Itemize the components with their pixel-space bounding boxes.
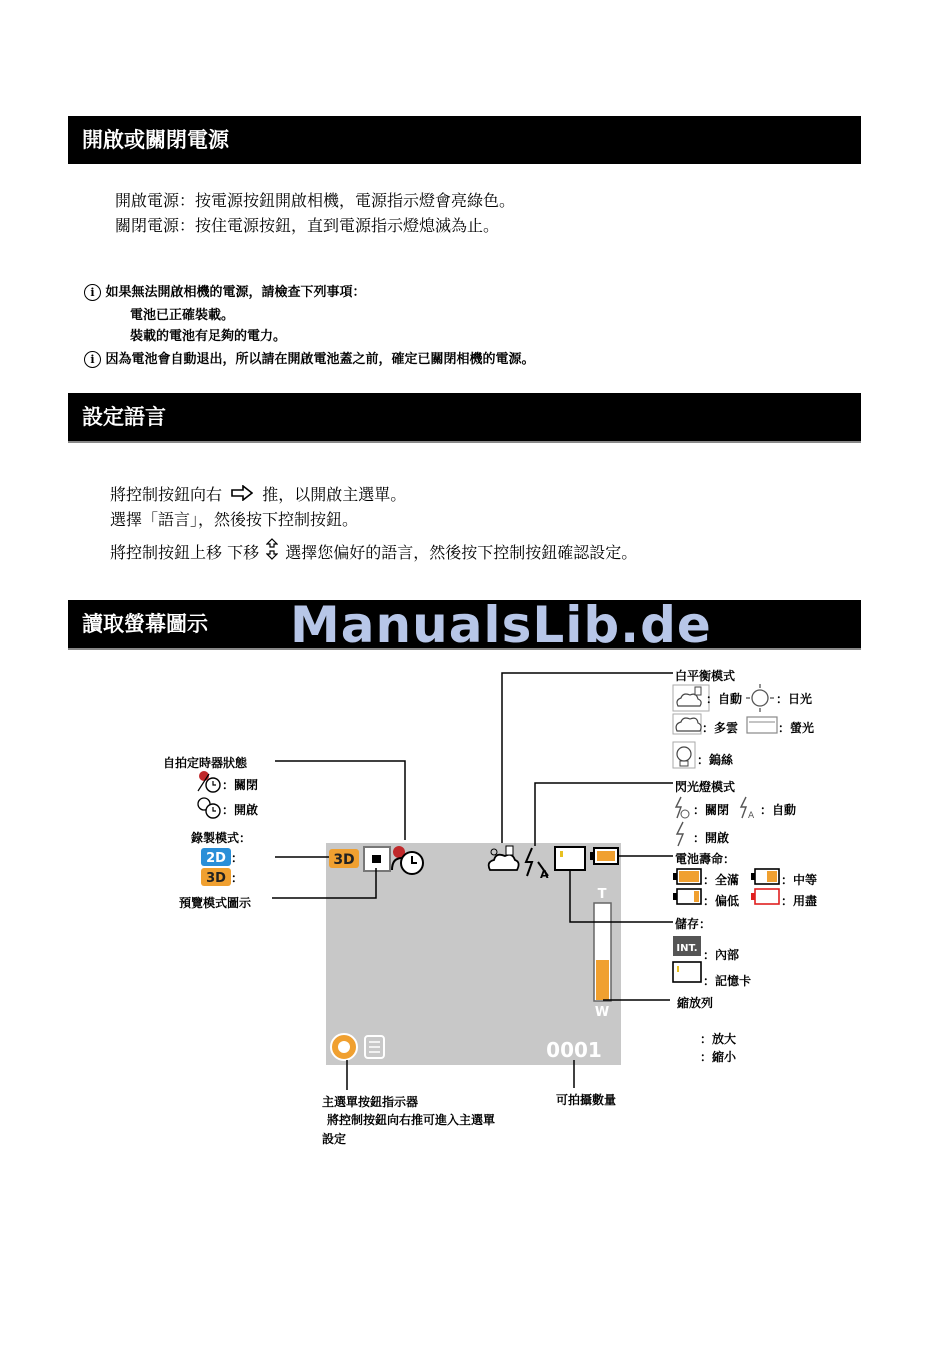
lcd-storage-icon	[555, 847, 585, 870]
label-battery: 電池壽命：	[675, 852, 736, 866]
rec-2d-badge	[201, 848, 231, 866]
battery-mid-icon	[751, 869, 779, 884]
label-storage-card: ：記憶卡	[703, 974, 752, 988]
wb-cloudy-icon	[673, 714, 701, 734]
note-item-battery-power: 裝載的電池有足夠的電力。	[130, 329, 287, 344]
svg-text:3D: 3D	[206, 871, 226, 886]
label-battery-mid: ：中等	[781, 873, 818, 887]
svg-text:W: W	[594, 1005, 610, 1020]
svg-text:A: A	[748, 811, 755, 821]
svg-text:2D: 2D	[206, 851, 226, 866]
label-zoom-out: ：縮小	[700, 1050, 737, 1064]
lcd-zoom-fill	[596, 960, 609, 1000]
label-selftimer-off: ：關閉	[222, 778, 259, 792]
battery-low-icon	[673, 889, 701, 904]
storage-internal-icon	[673, 936, 701, 956]
note-battery-eject: i 因為電池會自動退出，所以請在開啟電池蓋之前，確定已關閉相機的電源。	[84, 348, 535, 368]
label-menu-desc-2: 設定	[322, 1132, 347, 1146]
label-wb-auto: ：自動	[706, 692, 743, 706]
label-storage: 儲存：	[675, 917, 712, 931]
label-zoom-in: ：放大	[700, 1032, 737, 1046]
label-preview: 預覽模式圖示	[179, 896, 252, 910]
svg-text:INT.: INT.	[676, 943, 698, 954]
selftimer-on-icon	[198, 798, 220, 818]
label-rec-mode: 錄製模式：	[191, 831, 252, 845]
language-step-3: 將控制按鈕上移 下移 選擇您偏好的語言，然後按下控制按鈕確認設定。	[110, 538, 637, 563]
label-flash: 閃光燈模式	[675, 780, 736, 794]
battery-full-icon	[673, 869, 701, 884]
rec-3d-badge	[201, 868, 231, 886]
lcd-battery-icon	[590, 848, 618, 864]
label-battery-empty: ：用盡	[781, 894, 818, 908]
label-battery-full: ：全滿	[703, 873, 740, 887]
label-rec-2d-colon: ：	[231, 851, 244, 865]
lcd-screen	[326, 843, 621, 1065]
label-shots: 可拍攝數量	[556, 1093, 617, 1107]
note-item-battery-loaded: 電池已正確裝載。	[130, 308, 235, 323]
battery-empty-icon	[751, 889, 779, 904]
language-step-1: 將控制按鈕向右 推，以開啟主選單。	[110, 485, 407, 504]
power-off-text: 關閉電源：按住電源按鈕，直到電源指示燈熄滅為止。	[115, 216, 500, 235]
storage-card-icon	[673, 962, 701, 982]
lcd-3d-badge	[329, 849, 359, 868]
lcd-preview-icon	[364, 847, 390, 871]
flash-off-icon	[676, 797, 689, 818]
label-selftimer: 自拍定時器狀態	[163, 756, 248, 770]
language-step-2: 選擇「語言」，然後按下控制按鈕。	[110, 510, 359, 529]
watermark: ManualsLib.de	[290, 596, 712, 654]
svg-text:3D: 3D	[333, 852, 355, 868]
wb-auto-icon	[673, 685, 709, 711]
label-menu-indicator: 主選單按鈕指示器	[322, 1095, 419, 1109]
note-power-check: i 如果無法開啟相機的電源，請檢查下列事項：	[84, 281, 366, 301]
lcd-shot-counter: 0001	[546, 1038, 602, 1062]
wb-fluorescent-icon	[747, 717, 777, 733]
flash-auto-icon	[741, 797, 755, 821]
label-wb-tungsten: ：鎢絲	[697, 753, 734, 767]
label-menu-desc-1: 將控制按鈕向右推可進入主選單	[327, 1113, 496, 1127]
section-title-power: 開啟或關閉電源	[82, 128, 229, 152]
label-flash-off: ：關閉	[693, 803, 730, 817]
flash-on-icon	[677, 822, 683, 846]
section-title-screen: 讀取螢幕圖示	[82, 612, 208, 636]
wb-daylight-icon	[746, 684, 774, 712]
wb-tungsten-icon	[673, 742, 695, 768]
label-wb-cloudy: ：多雲	[702, 721, 739, 735]
label-rec-3d-colon: ：	[231, 871, 244, 885]
label-flash-auto: ：自動	[760, 803, 797, 817]
selftimer-off-icon	[198, 771, 220, 792]
svg-text:T: T	[597, 887, 607, 902]
label-wb-daylight: ：日光	[776, 692, 813, 706]
info-icon: i	[84, 284, 101, 301]
label-wb-fluorescent: ：螢光	[778, 721, 815, 735]
label-battery-low: ：偏低	[703, 894, 740, 908]
power-on-text: 開啟電源：按電源按鈕開啟相機，電源指示燈會亮綠色。	[115, 191, 516, 210]
section-title-language: 設定語言	[82, 405, 166, 429]
info-icon: i	[84, 351, 101, 368]
label-flash-on: ：開啟	[693, 831, 730, 845]
label-selftimer-on: ：開啟	[222, 803, 259, 817]
svg-text:A: A	[540, 868, 549, 881]
label-zoom-bar: 縮放列	[677, 996, 714, 1010]
label-storage-internal: ：內部	[703, 948, 740, 962]
label-white-balance: 白平衡模式	[675, 669, 736, 683]
